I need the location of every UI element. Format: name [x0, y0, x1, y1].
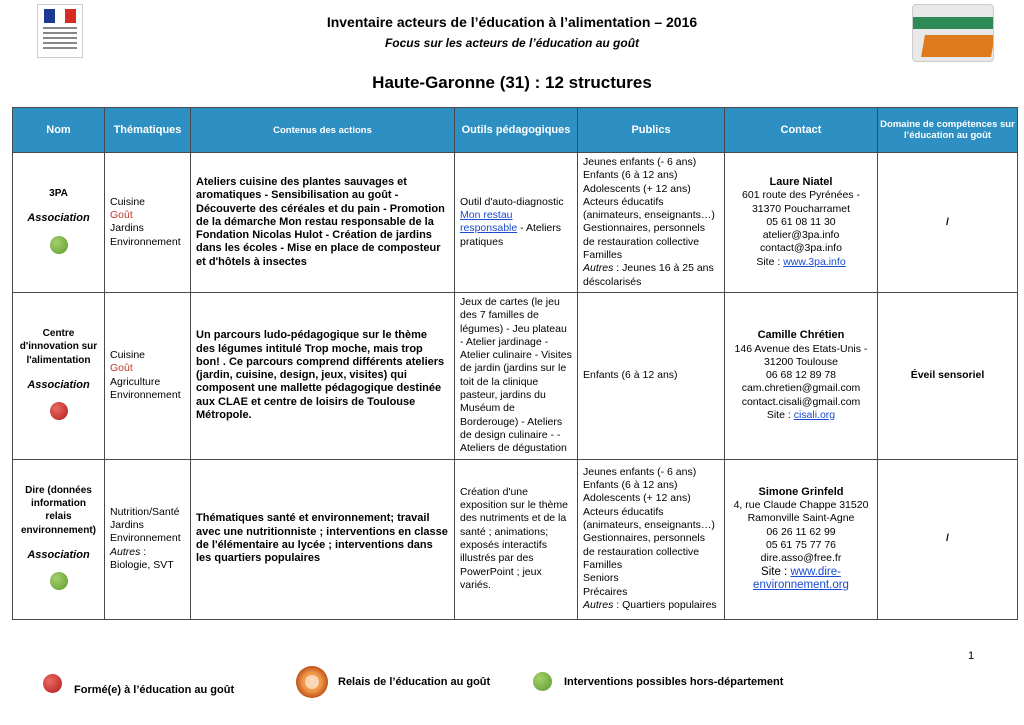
structure-name-cell [13, 459, 105, 619]
column-header: Thématiques [105, 108, 191, 153]
legend-relais [296, 666, 490, 698]
contact-line: contact@3pa.info [760, 242, 842, 255]
table-row [13, 292, 1018, 459]
domain-cell: / [878, 153, 1018, 293]
theme-item: Agriculture [110, 375, 161, 388]
public-item: Acteurs éducatifs (animateurs, enseignants…) [583, 505, 715, 532]
section-heading: Haute-Garonne (31) : 12 structures [372, 73, 652, 92]
structure-name: 3PA [49, 188, 68, 200]
site-label: Site : [761, 565, 791, 578]
column-header: Contact [725, 108, 878, 153]
structure-type: Association [27, 378, 90, 391]
publics-cell [578, 153, 725, 293]
table-header-row [13, 108, 1018, 153]
column-header: Nom [13, 108, 105, 153]
theme-item: Environnement [110, 532, 181, 545]
theme-item: Environnement [110, 235, 181, 248]
contact-cell [725, 459, 878, 619]
public-item: Familles [583, 249, 623, 262]
structure-name-cell [13, 153, 105, 293]
public-item: Enfants (6 à 12 ans) [583, 479, 678, 492]
relais-badge-icon [296, 666, 328, 698]
table-row [13, 153, 1018, 293]
contact-line: 05 61 75 77 76 [765, 539, 837, 552]
public-autres-label: Autres [583, 262, 614, 275]
theme-item: Cuisine [110, 349, 146, 362]
actions-cell: Ateliers cuisine des plantes sauvages et aromatiques - Sensibilisation au goût - Découverte des céréales et du pain - Promotion de la démarche Mon restau responsable de la Fondation Nicolas Hulot - Création de jardins dans les écoles - Mise en place de composteur et d'hôtels à insectes [191, 153, 455, 293]
red-dot-icon [50, 402, 68, 420]
public-item: Adolescents (+ 12 ans) [583, 182, 691, 195]
legend-hors [533, 672, 783, 691]
site-link[interactable]: www.3pa.info [783, 255, 846, 268]
public-item: Seniors [583, 572, 619, 585]
tool-link[interactable]: Mon restau responsable [460, 209, 518, 235]
green-dot-icon [533, 672, 552, 691]
contact-name: Laure Niatel [769, 175, 833, 188]
public-item: Familles [583, 558, 623, 571]
structure-name: Dire (données information relais environnement) [20, 484, 96, 536]
contact-cell [725, 292, 878, 459]
legend-label: Formé(e) à l’éducation au goût [74, 684, 235, 696]
red-dot-icon [43, 674, 62, 693]
themes-cell [105, 153, 191, 293]
public-item: Jeunes enfants (- 6 ans) [583, 156, 697, 168]
contact-line: 146 Avenue des Etats-Unis - [734, 342, 868, 355]
column-header: Publics [578, 108, 725, 153]
public-item: Gestionnaires, personnels de restauration collective [583, 532, 705, 558]
theme-item: Jardins [110, 222, 144, 235]
green-dot-icon [50, 236, 68, 254]
tools-text: - Ateliers pratiques [460, 222, 561, 248]
public-autres: : Jeunes 16 à 25 ans déscolarisés [583, 262, 714, 288]
column-header: Contenus des actions [191, 108, 455, 153]
site-link[interactable]: cisali.org [793, 408, 836, 421]
contact-line: 31370 Poucharramet [751, 202, 851, 215]
contact-line: 06 26 11 62 99 [766, 525, 836, 538]
contact-line: 05 61 08 11 30 [766, 215, 836, 228]
theme-item: Goût [110, 209, 133, 222]
tools-cell: Jeux de cartes (le jeu des 7 familles de légumes) - Jeu plateau - Atelier jardinage - Atelier culinaire - Visites de jardin (jardins sur le toit de la clinique pasteur, jardins du Muséum de Borderouge) - Ateliers de design culinaire - - Ateliers de dégustation [455, 292, 578, 459]
column-header: Domaine de compétences sur l’éducation au goût [878, 108, 1018, 153]
contact-name: Camille Chrétien [757, 329, 845, 342]
contact-line: contact.cisali@gmail.com [741, 395, 861, 408]
domain-cell: / [878, 459, 1018, 619]
tools-text: Outil d'auto-diagnostic [460, 195, 564, 208]
contact-line: 601 route des Pyrénées - [742, 189, 860, 202]
site-label: Site : [756, 255, 784, 268]
table-row [13, 459, 1018, 619]
green-dot-icon [50, 572, 68, 590]
domain-cell: Éveil sensoriel [878, 292, 1018, 459]
document-subtitle: Focus sur les acteurs de l’éducation au goût [384, 36, 640, 50]
themes-cell [105, 459, 191, 619]
document-title: Inventaire acteurs de l’éducation à l’alimentation – 2016 [326, 14, 698, 30]
theme-item: Environnement [110, 389, 181, 402]
actions-cell: Un parcours ludo-pédagogique sur le thème des légumes intitulé Trop moche, mais trop bon! . Ce parcours comprend différents ateliers (jardin, cuisine, design, jeux, visites) qui composent une mallette pédagogique destinée aux CLAE et centre de loisirs de Toulouse Métropole. [191, 292, 455, 459]
tools-cell: Création d'une exposition sur le thème des nutriments et de la santé ; animations; exposés interactifs illustrés par des PowerPoint ; jeux variés. [455, 459, 578, 619]
themes-cell [105, 292, 191, 459]
theme-item: Nutrition/Santé [110, 505, 180, 518]
public-item: Adolescents (+ 12 ans) [583, 492, 691, 505]
contact-name: Simone Grinfeld [758, 485, 844, 498]
publics-cell [578, 292, 725, 459]
structure-name: Centre d'innovation sur l'alimentation [19, 328, 98, 366]
legend-formed [43, 670, 234, 696]
structure-type: Association [27, 212, 90, 225]
column-header: Outils pédagogiques [455, 108, 578, 153]
contact-line: 4, rue Claude Chappe 31520 [733, 499, 869, 512]
public-item: Enfants (6 à 12 ans) [583, 169, 678, 182]
theme-item: Cuisine [110, 195, 146, 208]
public-item: Jeunes enfants (- 6 ans) [583, 465, 697, 478]
actions-cell: Thématiques santé et environnement; travail avec une nutritionniste ; interventions en classe de l'élémentaire au lycée ; interventions dans les quartiers populaires [191, 459, 455, 619]
tools-cell [455, 153, 578, 293]
public-item: Gestionnaires, personnels de restauration collective [583, 222, 705, 248]
publics-cell [578, 459, 725, 619]
theme-autres: : Biologie, SVT [110, 545, 174, 571]
page-number: 1 [968, 650, 975, 662]
site-label: Site : [766, 408, 794, 421]
public-item: Enfants (6 à 12 ans) [583, 369, 678, 382]
programme-logo [912, 4, 994, 62]
legend-label: Relais de l’éducation au goût [338, 676, 491, 688]
public-item: Précaires [583, 585, 628, 598]
contact-cell [725, 153, 878, 293]
structure-name-cell [13, 292, 105, 459]
public-autres: : Quartiers populaires [613, 598, 717, 611]
structures-table [12, 107, 1018, 620]
legend-label: Interventions possibles hors-département [564, 675, 784, 688]
public-item: Acteurs éducatifs (animateurs, enseignants…) [583, 195, 715, 222]
contact-line: dire.asso@free.fr [760, 552, 842, 565]
theme-autres-label: Autres [110, 545, 141, 558]
theme-item: Jardins [110, 519, 144, 532]
site-link[interactable]: www.dire-environnement.org [753, 565, 849, 591]
contact-line: cam.chretien@gmail.com [741, 382, 861, 395]
contact-line: atelier@3pa.info [762, 229, 840, 242]
contact-line: 06 68 12 89 78 [765, 369, 837, 382]
contact-line: 31200 Toulouse [764, 355, 838, 368]
theme-item: Goût [110, 362, 133, 375]
public-autres-label: Autres [583, 598, 614, 611]
contact-line: Ramonville Saint-Agne [747, 512, 855, 525]
structure-type: Association [27, 548, 90, 561]
